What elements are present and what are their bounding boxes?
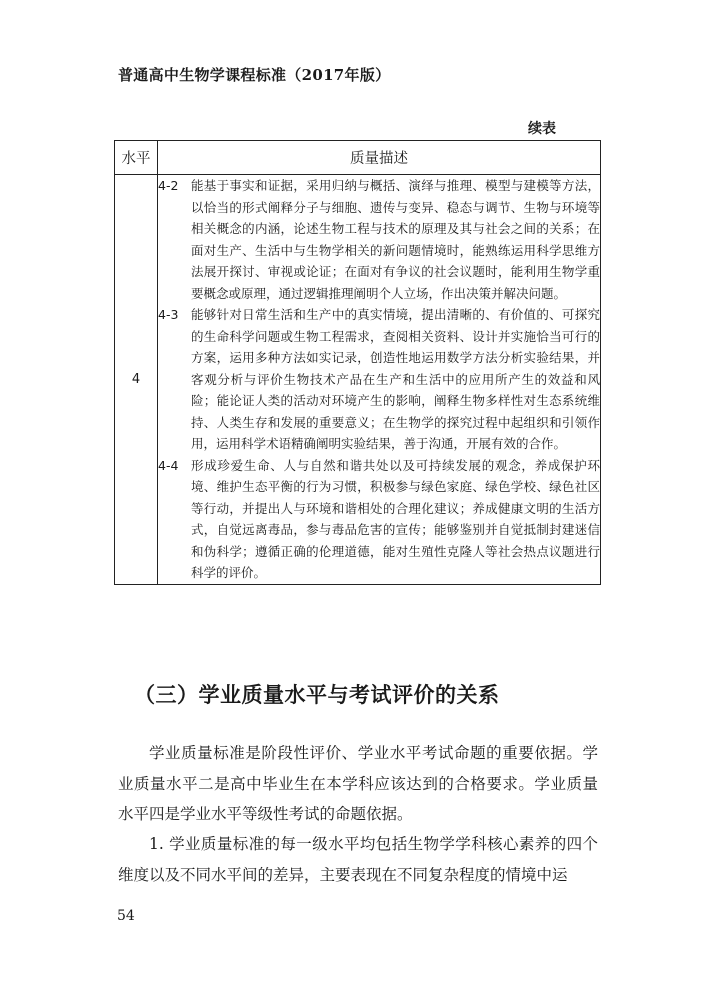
quality-item [158, 175, 600, 304]
level-cell: 4 [115, 175, 158, 585]
running-header: 普通高中生物学课程标准（2017年版） [118, 66, 391, 84]
body-paragraph: 1. 学业质量标准的每一级水平均包括生物学学科核心素养的四个维度以及不同水平间的差异，主要表现在不同复杂程度的情境中运 [118, 835, 598, 884]
description-cell [158, 175, 601, 585]
item-text: 能基于事实和证据，采用归纳与概括、演绎与推理、模型与建模等方法，以恰当的形式阐释分子与细胞、遗传与变异、稳态与调节、生物与环境等相关概念的内涵，论述生物工程与技术的原理及其与社会之间的关系；在面对生产、生活中与生物学相关的新问题情境时，能熟练运用科学思维方法展开探讨、审视或论证；在面对有争议的社会议题时，能利用生物学重要概念或原理，通过逻辑推理阐明个人立场，作出决策并解决问题。 [191, 178, 600, 301]
item-number: 4-2 [158, 178, 179, 193]
item-text: 形成珍爱生命、人与自然和谐共处以及可持续发展的观念，养成保护环境、维护生态平衡的行为习惯，积极参与绿色家庭、绿色学校、绿色社区等行动，并提出人与环境和谐相处的合理化建议；养成健康文明的生活方式，自觉远离毒品，参与毒品危害的宣传；能够鉴别并自觉抵制封建迷信和伪科学；遵循正确的伦理道德，能对生殖性克隆人等社会热点议题进行科学的评价。 [191, 457, 600, 580]
table-header-row [115, 141, 601, 175]
table-row [115, 175, 601, 585]
item-number: 4-3 [158, 307, 179, 322]
item-text: 能够针对日常生活和生产中的真实情境，提出清晰的、有价值的、可探究的生命科学问题或生物工程需求，查阅相关资料、设计并实施恰当可行的方案，运用多种方法如实记录，创造性地运用数学方法分析实验结果，并客观分析与评价生物技术产品在生产和生活中的应用所产生的效益和风险；能论证人类的活动对环境产生的影响，阐释生物多样性对生态系统维持、人类生存和发展的重要意义；在生物学的探究过程中起组织和引领作用，运用科学术语精确阐明实验结果，善于沟通，开展有效的合作。 [191, 307, 600, 451]
page-number: 54 [117, 908, 135, 924]
column-header-description: 质量描述 [158, 141, 601, 175]
section-heading: （三）学业质量水平与考试评价的关系 [134, 683, 500, 707]
quality-item [158, 455, 600, 584]
quality-standard-table [114, 140, 601, 585]
column-header-level: 水平 [115, 141, 158, 175]
item-number: 4-4 [158, 457, 179, 473]
table-continued-label: 续表 [528, 121, 556, 137]
body-paragraph: 学业质量标准是阶段性评价、学业水平考试命题的重要依据。学业质量水平二是高中毕业生在本学科应该达到的合格要求。学业质量水平四是学业水平等级性考试的命题依据。 [118, 744, 598, 823]
quality-item [158, 304, 600, 455]
